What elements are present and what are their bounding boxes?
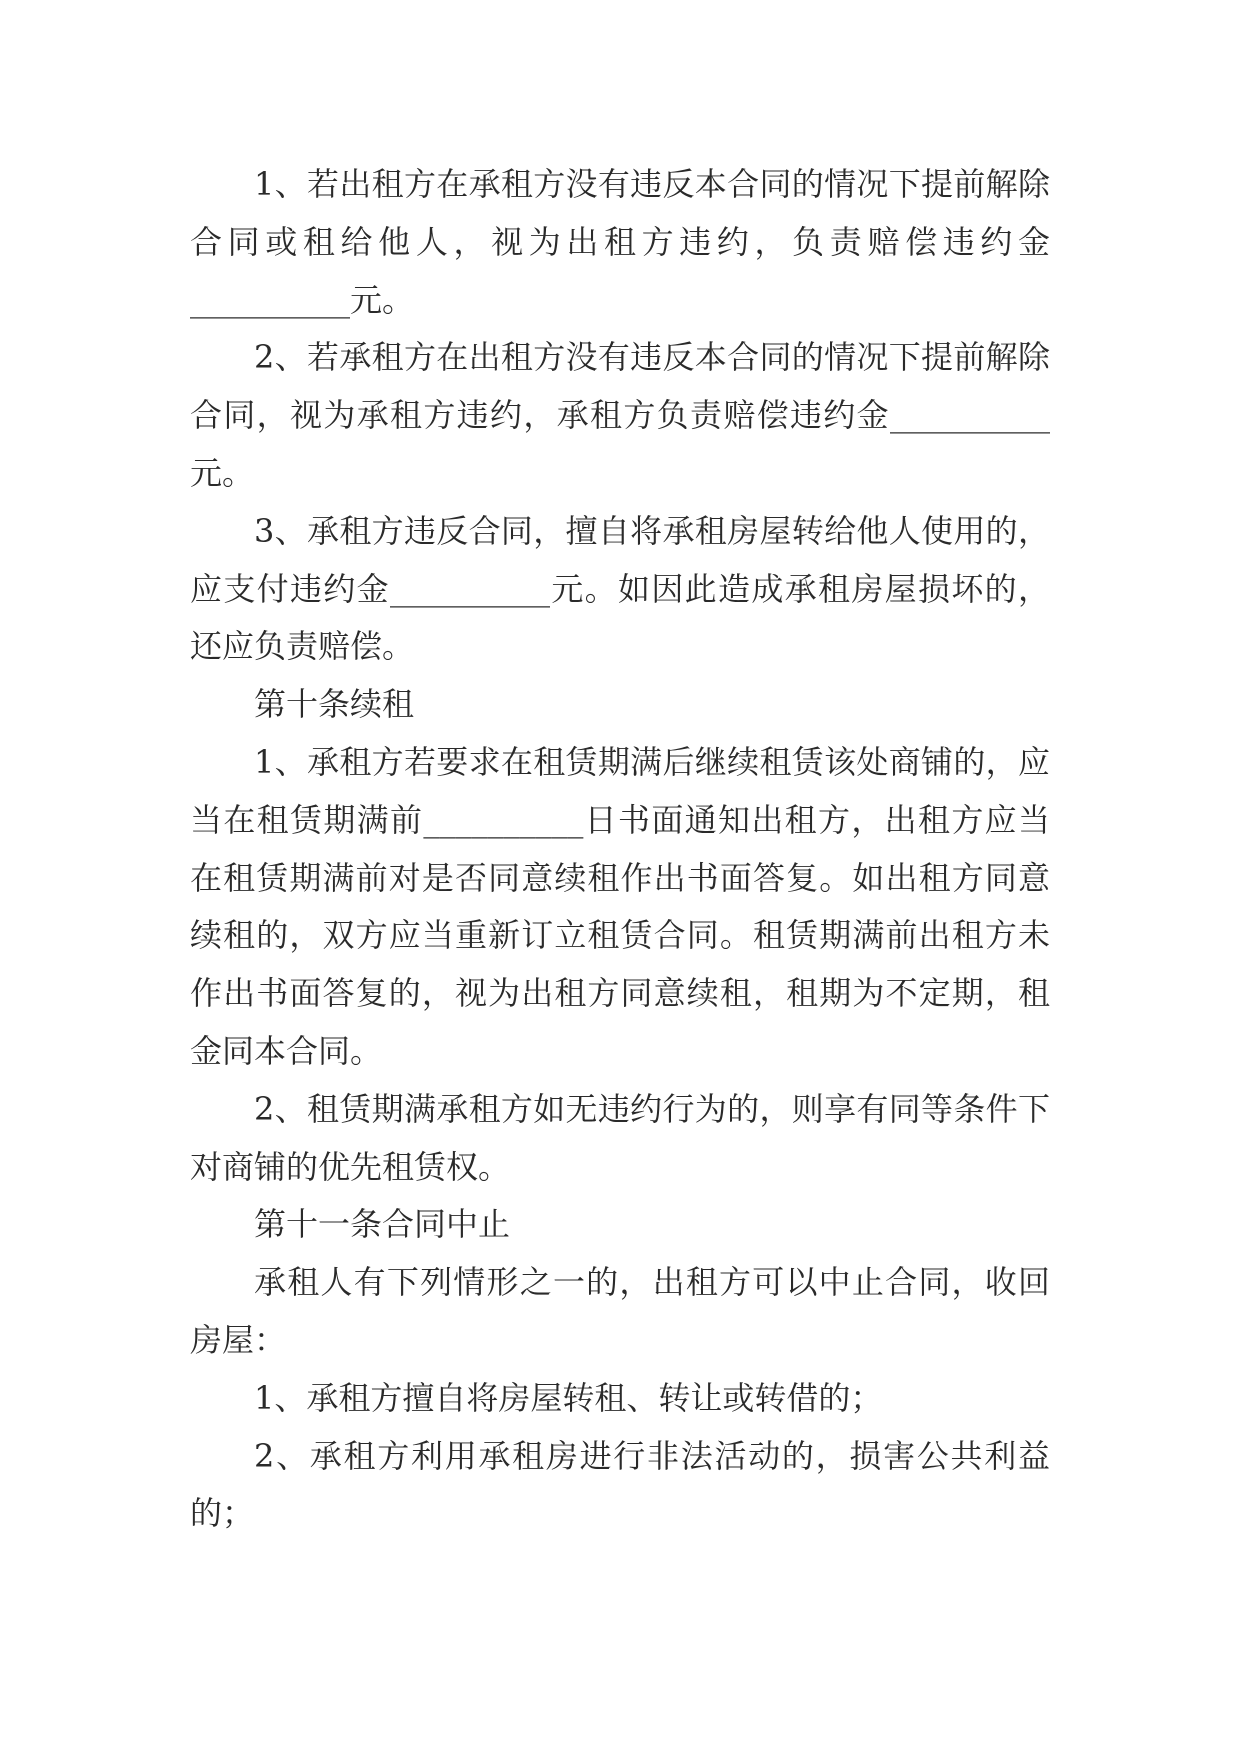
document-body [190,156,1050,1543]
clause-termination-conditions: 承租人有下列情形之一的，出租方可以中止合同，收回房屋： [190,1263,1050,1359]
clause-renewal-notice: 1、承租方若要求在租赁期满后继续租赁该处商铺的，应当在租赁期满前__________日书面通知出租方，出租方应当在租赁期满前对是否同意续租作出书面答复。如出租方同意续租的，双方应当重新订立租赁合同。租赁期满前出租方未作出书面答复的，视为出租方同意续租，租期为不定期，租金同本合同。 [190,742,1050,1070]
clause-unauthorized-transfer: 3、承租方违反合同，擅自将承租房屋转给他人使用的，应支付违约金__________元。如因此造成承租房屋损坏的，还应负责赔偿。 [190,511,1050,666]
section-heading-termination: 第十一条合同中止 [254,1205,511,1244]
section-heading-renewal: 第十条续租 [254,685,415,724]
clause-illegal-activity: 2、承租方利用承租房进行非法活动的，损害公共利益的； [190,1436,1050,1533]
clause-early-termination-by-lessee: 2、若承租方在出租方没有违反本合同的情况下提前解除合同，视为承租方违约，承租方负责赔偿违约金__________元。 [190,338,1050,492]
clause-early-termination-by-lessor: 1、若出租方在承租方没有违反本合同的情况下提前解除合同或租给他人，视为出租方违约，负责赔偿违约金__________元。 [190,165,1050,319]
clause-priority-lease-right: 2、租赁期满承租方如无违约行为的，则享有同等条件下对商铺的优先租赁权。 [190,1089,1050,1186]
clause-sublease: 1、承租方擅自将房屋转租、转让或转借的； [254,1378,883,1417]
